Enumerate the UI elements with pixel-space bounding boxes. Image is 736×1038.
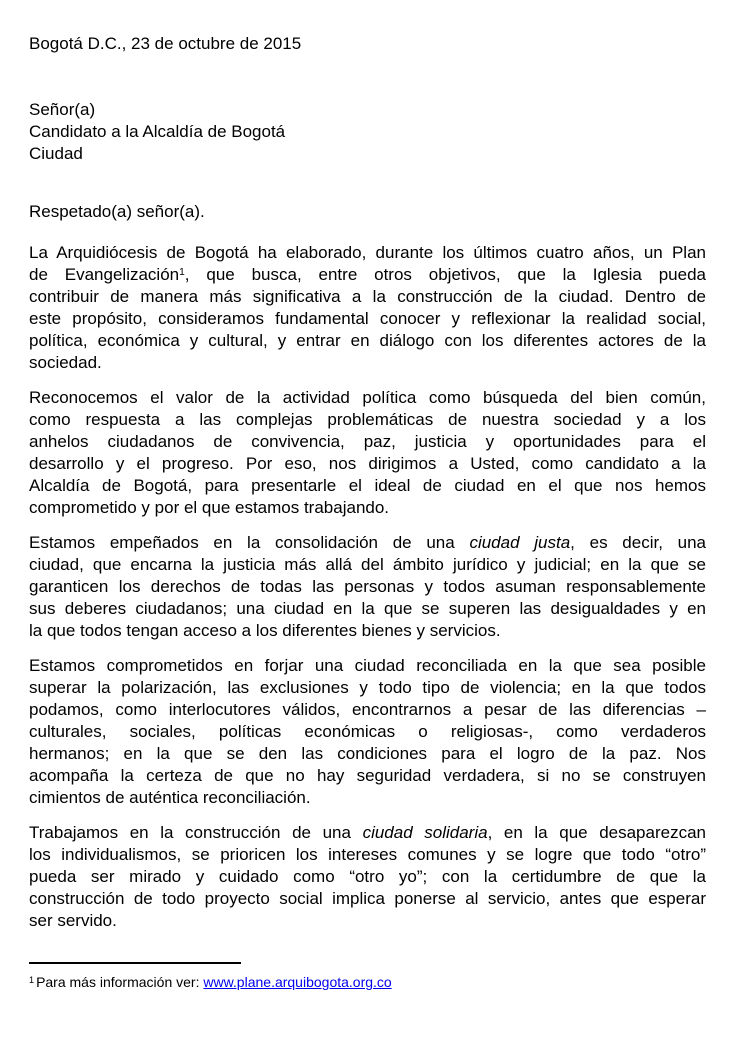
text-segment: desarrollo y el progreso. Por eso, nos dirigimos a Usted, como candidato a la (29, 454, 706, 473)
paragraph-line (29, 677, 706, 699)
recipient-role: Candidato a la Alcaldía de Bogotá (29, 122, 286, 141)
text-segment: garanticen los derechos de todas las personas y todos asuman responsablemente (29, 577, 706, 596)
text-segment: política, económica y cultural, y entrar en diálogo con los diferentes actores de la (29, 331, 706, 350)
paragraph (29, 242, 706, 374)
date-line: Bogotá D.C., 23 de octubre de 2015 (29, 34, 302, 53)
text-segment: anhelos ciudadanos de convivencia, paz, justicia y oportunidades para el (29, 432, 706, 451)
paragraph-line (29, 765, 706, 787)
paragraph-line (29, 497, 706, 519)
text-segment: comprometido y por el que estamos trabajando. (29, 498, 390, 517)
text-segment: culturales, sociales, políticas económicas o religiosas-, como verdaderos (29, 722, 706, 741)
paragraph-line (29, 888, 706, 910)
paragraph-line (29, 620, 706, 642)
footnote-text: Para más información ver: (36, 974, 204, 990)
paragraph-line (29, 699, 706, 721)
paragraph-line (29, 787, 706, 809)
text-segment: , en la que desaparezcan (487, 823, 706, 842)
salutation: Respetado(a) señor(a). (29, 202, 205, 221)
text-segment: Estamos empeñados en la consolidación de una (29, 533, 470, 552)
paragraph (29, 655, 706, 809)
text-segment: contribuir de manera más significativa a la construcción de la ciudad. Dentro de (29, 287, 706, 306)
paragraph-line (29, 453, 706, 475)
footnote-reference: 1 (179, 266, 185, 278)
paragraph (29, 387, 706, 519)
paragraph-line (29, 598, 706, 620)
recipient-block (29, 99, 706, 165)
text-segment: Alcaldía de Bogotá, para presentarle el ideal de ciudad en el que nos hemos (29, 476, 706, 495)
text-segment: como respuesta a las complejas problemáticas de nuestra sociedad y a los (29, 410, 706, 429)
footnote-separator (29, 962, 241, 964)
text-segment: La Arquidiócesis de Bogotá ha elaborado, durante los últimos cuatro años, un Plan (29, 243, 706, 262)
paragraph-line (29, 743, 706, 765)
emphasized-text: ciudad justa (469, 533, 571, 552)
text-segment: la que todos tengan acceso a los diferentes bienes y servicios. (29, 621, 501, 640)
footnote-link[interactable]: www.plane.arquibogota.org.co (203, 974, 392, 990)
text-segment: hermanos; en la que se den las condiciones para el logro de la paz. Nos (29, 744, 706, 763)
text-segment: ciudad, que encarna la justicia más allá del ámbito jurídico y judicial; en la que se (29, 555, 706, 574)
paragraph-line (29, 910, 706, 932)
paragraph-line (29, 822, 706, 844)
paragraph-line (29, 554, 706, 576)
paragraph-line (29, 576, 706, 598)
text-segment: Estamos comprometidos en forjar una ciudad reconciliada en la que sea posible (29, 656, 706, 675)
text-segment: , que busca, entre otros objetivos, que la Iglesia pueda (184, 265, 707, 284)
paragraph-line (29, 866, 706, 888)
paragraph (29, 822, 706, 932)
text-segment: Reconocemos el valor de la actividad política como búsqueda del bien común, (29, 388, 706, 407)
paragraph-line (29, 264, 706, 286)
text-segment: los individualismos, se prioricen los intereses comunes y se logre que todo “otro” (29, 845, 706, 864)
text-segment: este propósito, consideramos fundamental conocer y reflexionar la realidad social, (29, 309, 706, 328)
paragraph-line (29, 242, 706, 264)
paragraph-line (29, 387, 706, 409)
text-segment: construcción de todo proyecto social implica ponerse al servicio, antes que esperar (29, 889, 706, 908)
footnote (29, 973, 706, 993)
text-segment: ser servido. (29, 911, 117, 930)
text-segment: podamos, como interlocutores válidos, encontrarnos a pesar de las diferencias – (29, 700, 706, 719)
footnote-marker: 1 (29, 974, 35, 985)
text-segment: de Evangelización (29, 265, 180, 284)
text-segment: pueda ser mirado y cuidado como “otro yo”; con la certidumbre de que la (29, 867, 706, 886)
paragraph-line (29, 352, 706, 374)
text-segment: sociedad. (29, 353, 102, 372)
paragraph-line (29, 308, 706, 330)
paragraph-line (29, 286, 706, 308)
paragraph-line (29, 655, 706, 677)
text-segment: sus deberes ciudadanos; una ciudad en la que se superen las desigualdades y en (29, 599, 706, 618)
text-segment: superar la polarización, las exclusiones y todo tipo de violencia; en la que todos (29, 678, 706, 697)
text-segment: cimientos de auténtica reconciliación. (29, 788, 311, 807)
paragraph-line (29, 844, 706, 866)
paragraph-line (29, 721, 706, 743)
paragraph-line (29, 532, 706, 554)
recipient-city: Ciudad (29, 144, 83, 163)
text-segment: , es decir, una (570, 533, 707, 552)
paragraph-line (29, 409, 706, 431)
text-segment: acompaña la certeza de que no hay seguridad verdadera, si no se construyen (29, 766, 706, 785)
paragraph-line (29, 330, 706, 352)
paragraph-line (29, 431, 706, 453)
paragraph (29, 532, 706, 642)
emphasized-text: ciudad solidaria (362, 823, 488, 842)
recipient-title: Señor(a) (29, 100, 96, 119)
footnote-area (29, 962, 706, 993)
text-segment: Trabajamos en la construcción de una (29, 823, 363, 842)
letter-body (29, 242, 706, 932)
paragraph-line (29, 475, 706, 497)
